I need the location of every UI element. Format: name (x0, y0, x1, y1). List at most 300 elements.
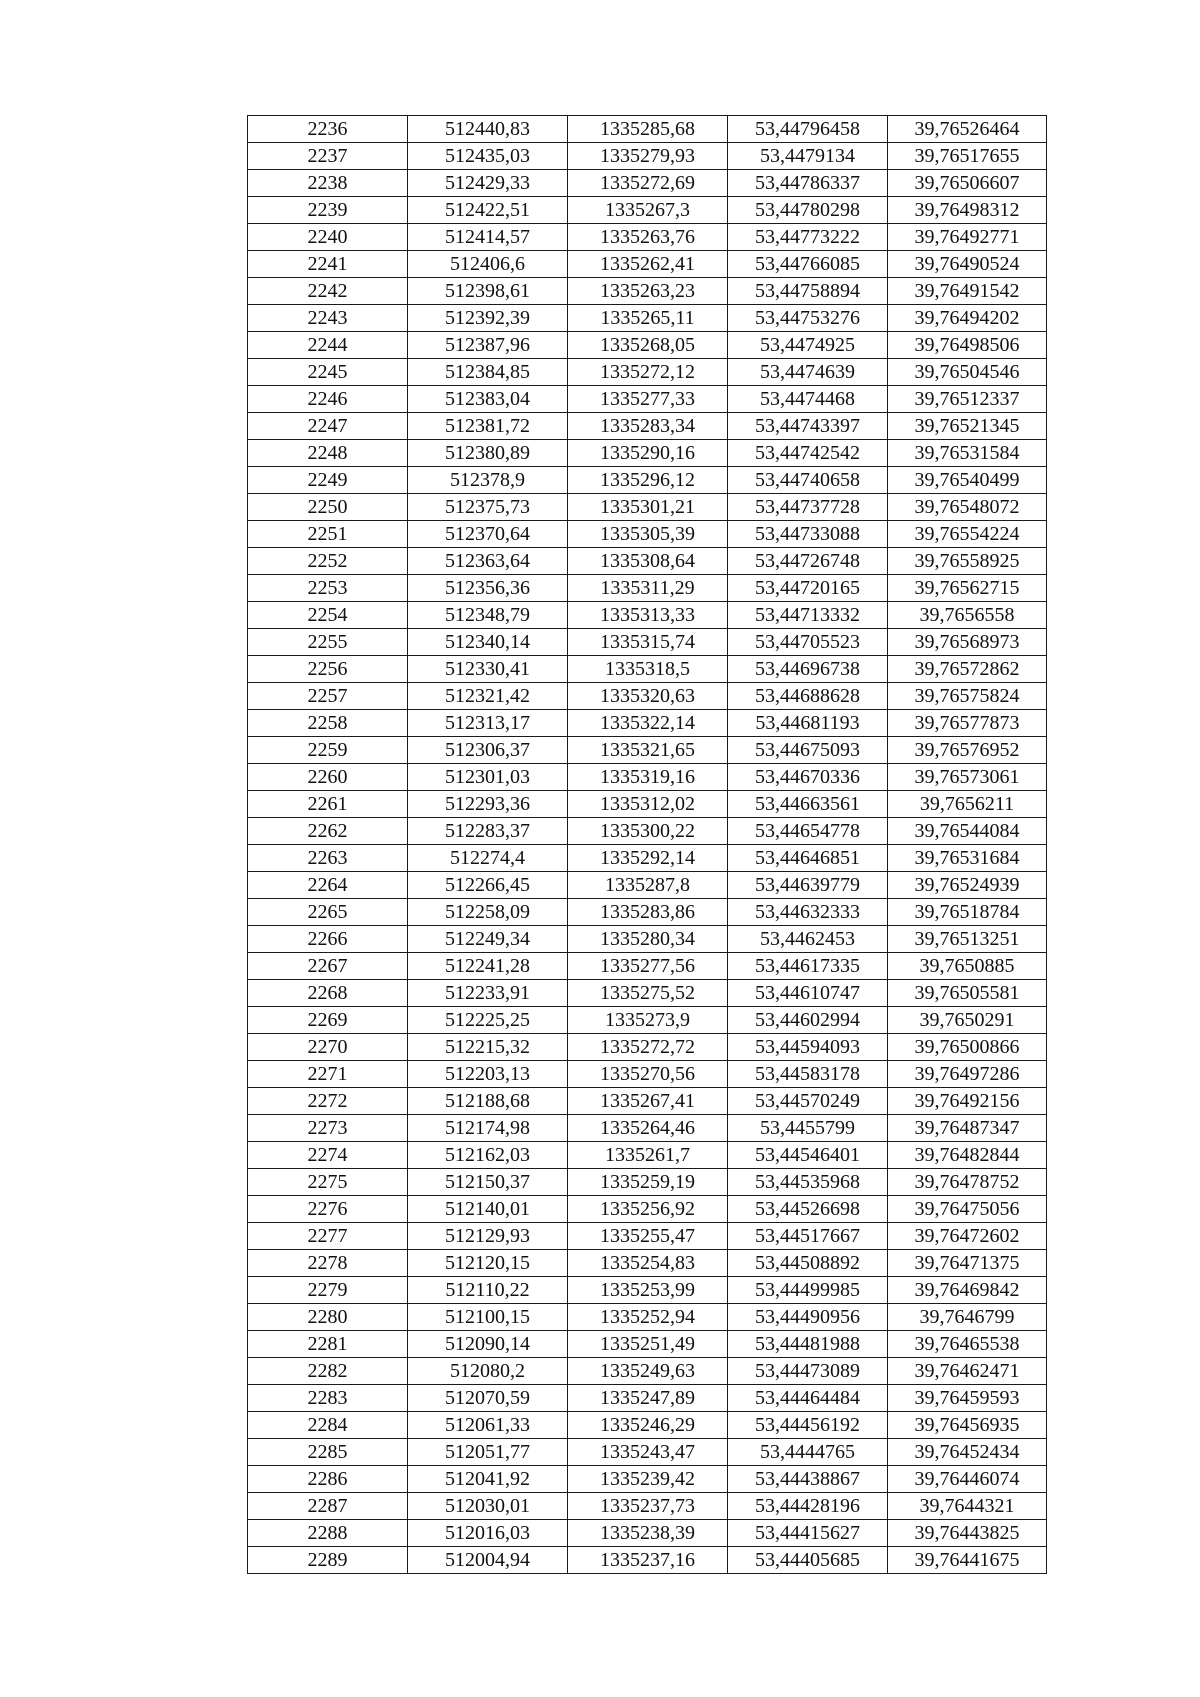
latitude-cell: 53,44713332 (728, 602, 888, 629)
y-coordinate-cell: 1335296,12 (568, 467, 728, 494)
point-number-cell: 2279 (248, 1277, 408, 1304)
table-row (248, 1115, 1047, 1142)
longitude-cell: 39,76497286 (888, 1061, 1047, 1088)
longitude-cell: 39,76492156 (888, 1088, 1047, 1115)
table-row (248, 440, 1047, 467)
latitude-cell: 53,44720165 (728, 575, 888, 602)
table-row (248, 926, 1047, 953)
latitude-cell: 53,44688628 (728, 683, 888, 710)
latitude-cell: 53,44675093 (728, 737, 888, 764)
latitude-cell: 53,44796458 (728, 116, 888, 143)
longitude-cell: 39,76573061 (888, 764, 1047, 791)
y-coordinate-cell: 1335256,92 (568, 1196, 728, 1223)
y-coordinate-cell: 1335290,16 (568, 440, 728, 467)
x-coordinate-cell: 512129,93 (408, 1223, 568, 1250)
latitude-cell: 53,44508892 (728, 1250, 888, 1277)
table-row (248, 791, 1047, 818)
longitude-cell: 39,76518784 (888, 899, 1047, 926)
x-coordinate-cell: 512225,25 (408, 1007, 568, 1034)
x-coordinate-cell: 512435,03 (408, 143, 568, 170)
y-coordinate-cell: 1335265,11 (568, 305, 728, 332)
y-coordinate-cell: 1335319,16 (568, 764, 728, 791)
x-coordinate-cell: 512016,03 (408, 1520, 568, 1547)
x-coordinate-cell: 512283,37 (408, 818, 568, 845)
point-number-cell: 2241 (248, 251, 408, 278)
latitude-cell: 53,44670336 (728, 764, 888, 791)
x-coordinate-cell: 512041,92 (408, 1466, 568, 1493)
y-coordinate-cell: 1335268,05 (568, 332, 728, 359)
y-coordinate-cell: 1335255,47 (568, 1223, 728, 1250)
x-coordinate-cell: 512249,34 (408, 926, 568, 953)
table-row (248, 1439, 1047, 1466)
latitude-cell: 53,44473089 (728, 1358, 888, 1385)
latitude-cell: 53,44726748 (728, 548, 888, 575)
y-coordinate-cell: 1335249,63 (568, 1358, 728, 1385)
table-row (248, 1007, 1047, 1034)
point-number-cell: 2244 (248, 332, 408, 359)
table-row (248, 737, 1047, 764)
longitude-cell: 39,76517655 (888, 143, 1047, 170)
table-row (248, 521, 1047, 548)
x-coordinate-cell: 512398,61 (408, 278, 568, 305)
x-coordinate-cell: 512061,33 (408, 1412, 568, 1439)
table-row (248, 953, 1047, 980)
y-coordinate-cell: 1335272,72 (568, 1034, 728, 1061)
point-number-cell: 2240 (248, 224, 408, 251)
x-coordinate-cell: 512422,51 (408, 197, 568, 224)
table-row (248, 1412, 1047, 1439)
coordinates-table (247, 115, 1047, 1574)
latitude-cell: 53,4444765 (728, 1439, 888, 1466)
point-number-cell: 2262 (248, 818, 408, 845)
latitude-cell: 53,44742542 (728, 440, 888, 467)
table-row (248, 1304, 1047, 1331)
latitude-cell: 53,44610747 (728, 980, 888, 1007)
longitude-cell: 39,76531584 (888, 440, 1047, 467)
x-coordinate-cell: 512313,17 (408, 710, 568, 737)
point-number-cell: 2243 (248, 305, 408, 332)
latitude-cell: 53,4474925 (728, 332, 888, 359)
x-coordinate-cell: 512348,79 (408, 602, 568, 629)
y-coordinate-cell: 1335279,93 (568, 143, 728, 170)
y-coordinate-cell: 1335275,52 (568, 980, 728, 1007)
point-number-cell: 2267 (248, 953, 408, 980)
longitude-cell: 39,76446074 (888, 1466, 1047, 1493)
x-coordinate-cell: 512274,4 (408, 845, 568, 872)
longitude-cell: 39,76459593 (888, 1385, 1047, 1412)
longitude-cell: 39,76487347 (888, 1115, 1047, 1142)
point-number-cell: 2282 (248, 1358, 408, 1385)
point-number-cell: 2287 (248, 1493, 408, 1520)
latitude-cell: 53,4474468 (728, 386, 888, 413)
latitude-cell: 53,44602994 (728, 1007, 888, 1034)
point-number-cell: 2252 (248, 548, 408, 575)
x-coordinate-cell: 512440,83 (408, 116, 568, 143)
longitude-cell: 39,7650885 (888, 953, 1047, 980)
longitude-cell: 39,76513251 (888, 926, 1047, 953)
table-row (248, 413, 1047, 440)
latitude-cell: 53,44428196 (728, 1493, 888, 1520)
y-coordinate-cell: 1335277,33 (568, 386, 728, 413)
x-coordinate-cell: 512266,45 (408, 872, 568, 899)
latitude-cell: 53,4462453 (728, 926, 888, 953)
y-coordinate-cell: 1335287,8 (568, 872, 728, 899)
longitude-cell: 39,76498312 (888, 197, 1047, 224)
y-coordinate-cell: 1335300,22 (568, 818, 728, 845)
point-number-cell: 2284 (248, 1412, 408, 1439)
longitude-cell: 39,7644321 (888, 1493, 1047, 1520)
y-coordinate-cell: 1335277,56 (568, 953, 728, 980)
latitude-cell: 53,44415627 (728, 1520, 888, 1547)
point-number-cell: 2273 (248, 1115, 408, 1142)
y-coordinate-cell: 1335267,3 (568, 197, 728, 224)
point-number-cell: 2254 (248, 602, 408, 629)
point-number-cell: 2268 (248, 980, 408, 1007)
longitude-cell: 39,76562715 (888, 575, 1047, 602)
longitude-cell: 39,76572862 (888, 656, 1047, 683)
point-number-cell: 2270 (248, 1034, 408, 1061)
x-coordinate-cell: 512356,36 (408, 575, 568, 602)
longitude-cell: 39,76441675 (888, 1547, 1047, 1574)
x-coordinate-cell: 512383,04 (408, 386, 568, 413)
y-coordinate-cell: 1335285,68 (568, 116, 728, 143)
point-number-cell: 2277 (248, 1223, 408, 1250)
longitude-cell: 39,76494202 (888, 305, 1047, 332)
latitude-cell: 53,44570249 (728, 1088, 888, 1115)
longitude-cell: 39,76558925 (888, 548, 1047, 575)
table-row (248, 1196, 1047, 1223)
point-number-cell: 2271 (248, 1061, 408, 1088)
latitude-cell: 53,44583178 (728, 1061, 888, 1088)
y-coordinate-cell: 1335262,41 (568, 251, 728, 278)
x-coordinate-cell: 512004,94 (408, 1547, 568, 1574)
latitude-cell: 53,44758894 (728, 278, 888, 305)
table-row (248, 359, 1047, 386)
longitude-cell: 39,76492771 (888, 224, 1047, 251)
longitude-cell: 39,76478752 (888, 1169, 1047, 1196)
latitude-cell: 53,44654778 (728, 818, 888, 845)
x-coordinate-cell: 512406,6 (408, 251, 568, 278)
x-coordinate-cell: 512110,22 (408, 1277, 568, 1304)
longitude-cell: 39,76576952 (888, 737, 1047, 764)
table-row (248, 1547, 1047, 1574)
table-row (248, 251, 1047, 278)
y-coordinate-cell: 1335251,49 (568, 1331, 728, 1358)
point-number-cell: 2266 (248, 926, 408, 953)
point-number-cell: 2236 (248, 116, 408, 143)
latitude-cell: 53,44681193 (728, 710, 888, 737)
y-coordinate-cell: 1335308,64 (568, 548, 728, 575)
latitude-cell: 53,44456192 (728, 1412, 888, 1439)
y-coordinate-cell: 1335272,69 (568, 170, 728, 197)
table-row (248, 1223, 1047, 1250)
point-number-cell: 2239 (248, 197, 408, 224)
longitude-cell: 39,76521345 (888, 413, 1047, 440)
x-coordinate-cell: 512330,41 (408, 656, 568, 683)
longitude-cell: 39,76568973 (888, 629, 1047, 656)
table-row (248, 1142, 1047, 1169)
longitude-cell: 39,76475056 (888, 1196, 1047, 1223)
x-coordinate-cell: 512301,03 (408, 764, 568, 791)
longitude-cell: 39,76540499 (888, 467, 1047, 494)
table-row (248, 170, 1047, 197)
point-number-cell: 2278 (248, 1250, 408, 1277)
y-coordinate-cell: 1335253,99 (568, 1277, 728, 1304)
y-coordinate-cell: 1335280,34 (568, 926, 728, 953)
table-row (248, 143, 1047, 170)
longitude-cell: 39,76575824 (888, 683, 1047, 710)
y-coordinate-cell: 1335252,94 (568, 1304, 728, 1331)
point-number-cell: 2274 (248, 1142, 408, 1169)
point-number-cell: 2269 (248, 1007, 408, 1034)
y-coordinate-cell: 1335318,5 (568, 656, 728, 683)
x-coordinate-cell: 512162,03 (408, 1142, 568, 1169)
y-coordinate-cell: 1335315,74 (568, 629, 728, 656)
table-row (248, 845, 1047, 872)
latitude-cell: 53,44617335 (728, 953, 888, 980)
point-number-cell: 2263 (248, 845, 408, 872)
longitude-cell: 39,76465538 (888, 1331, 1047, 1358)
point-number-cell: 2253 (248, 575, 408, 602)
x-coordinate-cell: 512100,15 (408, 1304, 568, 1331)
table-row (248, 332, 1047, 359)
y-coordinate-cell: 1335313,33 (568, 602, 728, 629)
table-row (248, 116, 1047, 143)
longitude-cell: 39,7646799 (888, 1304, 1047, 1331)
x-coordinate-cell: 512378,9 (408, 467, 568, 494)
y-coordinate-cell: 1335247,89 (568, 1385, 728, 1412)
x-coordinate-cell: 512203,13 (408, 1061, 568, 1088)
latitude-cell: 53,44639779 (728, 872, 888, 899)
latitude-cell: 53,44535968 (728, 1169, 888, 1196)
longitude-cell: 39,76456935 (888, 1412, 1047, 1439)
y-coordinate-cell: 1335263,23 (568, 278, 728, 305)
x-coordinate-cell: 512051,77 (408, 1439, 568, 1466)
point-number-cell: 2289 (248, 1547, 408, 1574)
x-coordinate-cell: 512414,57 (408, 224, 568, 251)
point-number-cell: 2238 (248, 170, 408, 197)
longitude-cell: 39,76504546 (888, 359, 1047, 386)
table-row (248, 1250, 1047, 1277)
y-coordinate-cell: 1335292,14 (568, 845, 728, 872)
x-coordinate-cell: 512070,59 (408, 1385, 568, 1412)
point-number-cell: 2260 (248, 764, 408, 791)
y-coordinate-cell: 1335305,39 (568, 521, 728, 548)
table-row (248, 602, 1047, 629)
point-number-cell: 2251 (248, 521, 408, 548)
longitude-cell: 39,76472602 (888, 1223, 1047, 1250)
y-coordinate-cell: 1335263,76 (568, 224, 728, 251)
latitude-cell: 53,44663561 (728, 791, 888, 818)
latitude-cell: 53,44517667 (728, 1223, 888, 1250)
y-coordinate-cell: 1335259,19 (568, 1169, 728, 1196)
latitude-cell: 53,44743397 (728, 413, 888, 440)
y-coordinate-cell: 1335264,46 (568, 1115, 728, 1142)
longitude-cell: 39,76443825 (888, 1520, 1047, 1547)
point-number-cell: 2255 (248, 629, 408, 656)
longitude-cell: 39,7656558 (888, 602, 1047, 629)
longitude-cell: 39,76498506 (888, 332, 1047, 359)
x-coordinate-cell: 512306,37 (408, 737, 568, 764)
longitude-cell: 39,76471375 (888, 1250, 1047, 1277)
table-row (248, 467, 1047, 494)
latitude-cell: 53,44464484 (728, 1385, 888, 1412)
table-row (248, 1520, 1047, 1547)
table-row (248, 710, 1047, 737)
table-row (248, 683, 1047, 710)
x-coordinate-cell: 512384,85 (408, 359, 568, 386)
x-coordinate-cell: 512080,2 (408, 1358, 568, 1385)
y-coordinate-cell: 1335261,7 (568, 1142, 728, 1169)
latitude-cell: 53,44646851 (728, 845, 888, 872)
x-coordinate-cell: 512429,33 (408, 170, 568, 197)
longitude-cell: 39,76512337 (888, 386, 1047, 413)
point-number-cell: 2272 (248, 1088, 408, 1115)
table-row (248, 656, 1047, 683)
point-number-cell: 2288 (248, 1520, 408, 1547)
table-row (248, 575, 1047, 602)
longitude-cell: 39,76452434 (888, 1439, 1047, 1466)
latitude-cell: 53,44780298 (728, 197, 888, 224)
longitude-cell: 39,76462471 (888, 1358, 1047, 1385)
x-coordinate-cell: 512120,15 (408, 1250, 568, 1277)
y-coordinate-cell: 1335237,16 (568, 1547, 728, 1574)
longitude-cell: 39,76531684 (888, 845, 1047, 872)
point-number-cell: 2264 (248, 872, 408, 899)
table-row (248, 1358, 1047, 1385)
table-row (248, 872, 1047, 899)
longitude-cell: 39,76548072 (888, 494, 1047, 521)
coordinates-table-body (248, 116, 1047, 1574)
y-coordinate-cell: 1335238,39 (568, 1520, 728, 1547)
latitude-cell: 53,44773222 (728, 224, 888, 251)
latitude-cell: 53,44733088 (728, 521, 888, 548)
y-coordinate-cell: 1335322,14 (568, 710, 728, 737)
table-row (248, 386, 1047, 413)
point-number-cell: 2261 (248, 791, 408, 818)
longitude-cell: 39,76524939 (888, 872, 1047, 899)
table-row (248, 629, 1047, 656)
longitude-cell: 39,76526464 (888, 116, 1047, 143)
point-number-cell: 2285 (248, 1439, 408, 1466)
table-row (248, 980, 1047, 1007)
point-number-cell: 2281 (248, 1331, 408, 1358)
table-row (248, 1061, 1047, 1088)
point-number-cell: 2256 (248, 656, 408, 683)
table-row (248, 899, 1047, 926)
table-row (248, 1169, 1047, 1196)
latitude-cell: 53,44737728 (728, 494, 888, 521)
longitude-cell: 39,76505581 (888, 980, 1047, 1007)
latitude-cell: 53,44696738 (728, 656, 888, 683)
latitude-cell: 53,44490956 (728, 1304, 888, 1331)
latitude-cell: 53,44405685 (728, 1547, 888, 1574)
y-coordinate-cell: 1335246,29 (568, 1412, 728, 1439)
x-coordinate-cell: 512293,36 (408, 791, 568, 818)
latitude-cell: 53,44526698 (728, 1196, 888, 1223)
table-row (248, 548, 1047, 575)
x-coordinate-cell: 512381,72 (408, 413, 568, 440)
longitude-cell: 39,76482844 (888, 1142, 1047, 1169)
longitude-cell: 39,7650291 (888, 1007, 1047, 1034)
point-number-cell: 2257 (248, 683, 408, 710)
x-coordinate-cell: 512370,64 (408, 521, 568, 548)
y-coordinate-cell: 1335283,34 (568, 413, 728, 440)
y-coordinate-cell: 1335237,73 (568, 1493, 728, 1520)
longitude-cell: 39,76490524 (888, 251, 1047, 278)
x-coordinate-cell: 512363,64 (408, 548, 568, 575)
latitude-cell: 53,44632333 (728, 899, 888, 926)
latitude-cell: 53,44705523 (728, 629, 888, 656)
table-row (248, 1466, 1047, 1493)
y-coordinate-cell: 1335254,83 (568, 1250, 728, 1277)
x-coordinate-cell: 512030,01 (408, 1493, 568, 1520)
point-number-cell: 2280 (248, 1304, 408, 1331)
point-number-cell: 2283 (248, 1385, 408, 1412)
longitude-cell: 39,7656211 (888, 791, 1047, 818)
table-row (248, 1493, 1047, 1520)
table-row (248, 1088, 1047, 1115)
x-coordinate-cell: 512174,98 (408, 1115, 568, 1142)
point-number-cell: 2276 (248, 1196, 408, 1223)
table-row (248, 818, 1047, 845)
table-row (248, 1331, 1047, 1358)
x-coordinate-cell: 512375,73 (408, 494, 568, 521)
point-number-cell: 2245 (248, 359, 408, 386)
point-number-cell: 2250 (248, 494, 408, 521)
y-coordinate-cell: 1335273,9 (568, 1007, 728, 1034)
table-row (248, 1034, 1047, 1061)
table-row (248, 494, 1047, 521)
y-coordinate-cell: 1335270,56 (568, 1061, 728, 1088)
x-coordinate-cell: 512188,68 (408, 1088, 568, 1115)
latitude-cell: 53,4479134 (728, 143, 888, 170)
point-number-cell: 2286 (248, 1466, 408, 1493)
latitude-cell: 53,44740658 (728, 467, 888, 494)
x-coordinate-cell: 512380,89 (408, 440, 568, 467)
longitude-cell: 39,76554224 (888, 521, 1047, 548)
y-coordinate-cell: 1335267,41 (568, 1088, 728, 1115)
longitude-cell: 39,76506607 (888, 170, 1047, 197)
latitude-cell: 53,44594093 (728, 1034, 888, 1061)
latitude-cell: 53,44753276 (728, 305, 888, 332)
table-row (248, 764, 1047, 791)
x-coordinate-cell: 512387,96 (408, 332, 568, 359)
x-coordinate-cell: 512241,28 (408, 953, 568, 980)
y-coordinate-cell: 1335243,47 (568, 1439, 728, 1466)
longitude-cell: 39,76577873 (888, 710, 1047, 737)
point-number-cell: 2248 (248, 440, 408, 467)
latitude-cell: 53,44546401 (728, 1142, 888, 1169)
table-row (248, 278, 1047, 305)
point-number-cell: 2246 (248, 386, 408, 413)
longitude-cell: 39,76500866 (888, 1034, 1047, 1061)
longitude-cell: 39,76469842 (888, 1277, 1047, 1304)
y-coordinate-cell: 1335239,42 (568, 1466, 728, 1493)
table-row (248, 197, 1047, 224)
latitude-cell: 53,44438867 (728, 1466, 888, 1493)
y-coordinate-cell: 1335272,12 (568, 359, 728, 386)
table-row (248, 224, 1047, 251)
x-coordinate-cell: 512340,14 (408, 629, 568, 656)
x-coordinate-cell: 512140,01 (408, 1196, 568, 1223)
longitude-cell: 39,76491542 (888, 278, 1047, 305)
x-coordinate-cell: 512233,91 (408, 980, 568, 1007)
x-coordinate-cell: 512321,42 (408, 683, 568, 710)
point-number-cell: 2258 (248, 710, 408, 737)
latitude-cell: 53,44499985 (728, 1277, 888, 1304)
table-row (248, 1385, 1047, 1412)
